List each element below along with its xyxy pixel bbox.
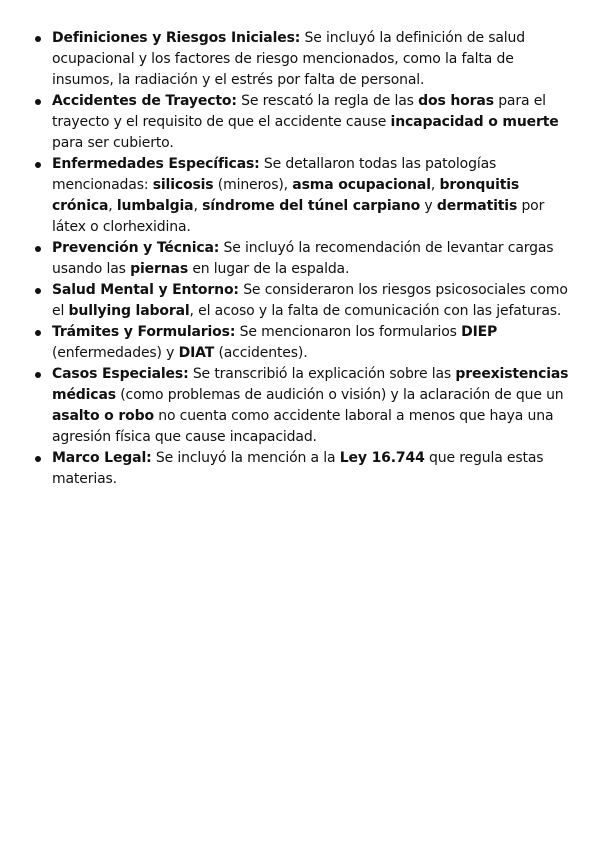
body-text: Se incluyó la definición de salud ocupacional y los factores de riesgo mencionados, como la falta de insumos, la radiación y el estrés por falta de personal. — [52, 30, 525, 88]
bold-text: asalto o robo — [52, 408, 154, 424]
bold-text: silicosis — [152, 177, 214, 193]
bold-text: Ley 16.744 — [339, 450, 425, 466]
body-text: en lugar de la espalda. — [188, 261, 350, 277]
bold-text: bronquitis crónica — [52, 177, 520, 214]
bold-text: DIAT — [178, 345, 215, 361]
bullet-dot-icon — [35, 288, 41, 294]
body-text: que regula estas materias. — [52, 450, 544, 487]
summary-bullet-list — [30, 28, 574, 490]
body-text: y — [420, 198, 437, 214]
bullet-dot-icon — [35, 246, 41, 252]
body-text: Se incluyó la mención a la — [151, 450, 340, 466]
bullet-item — [30, 28, 574, 91]
bold-text: incapacidad o muerte — [390, 114, 559, 130]
body-text: para el trayecto y el requisito de que el accidente cause — [52, 93, 546, 130]
body-text: (mineros), — [213, 177, 293, 193]
bullet-item — [30, 280, 574, 322]
body-text: Se consideraron los riesgos psicosociales como el — [52, 282, 568, 319]
bold-text: Marco Legal: — [52, 450, 152, 466]
body-text: , — [430, 177, 440, 193]
bold-text: Accidentes de Trayecto: — [52, 93, 237, 109]
bullet-dot-icon — [35, 456, 41, 462]
body-text: , — [193, 198, 203, 214]
bullet-item — [30, 238, 574, 280]
body-text: (como problemas de audición o visión) y la aclaración de que un — [115, 387, 564, 403]
bullet-item — [30, 154, 574, 238]
bullet-dot-icon — [35, 162, 41, 168]
bold-text: piernas — [130, 261, 189, 277]
body-text: Se transcribió la explicación sobre las — [188, 366, 456, 382]
bullet-item — [30, 322, 574, 364]
bullet-dot-icon — [35, 36, 41, 42]
body-text: , — [108, 198, 117, 214]
body-text: Se detallaron todas las patologías mencionadas: — [52, 156, 497, 193]
bold-text: dos horas — [418, 93, 494, 109]
bold-text: lumbalgia — [116, 198, 194, 214]
body-text: Se incluyó la recomendación de levantar cargas usando las — [52, 240, 554, 277]
bold-text: DIEP — [461, 324, 498, 340]
bold-text: Enfermedades Específicas: — [52, 156, 260, 172]
bullet-dot-icon — [35, 99, 41, 105]
bullet-dot-icon — [35, 330, 41, 336]
bullet-item — [30, 91, 574, 154]
bold-text: Casos Especiales: — [52, 366, 189, 382]
body-text: (enfermedades) y — [52, 345, 179, 361]
body-text: (accidentes). — [214, 345, 308, 361]
body-text: para ser cubierto. — [52, 135, 174, 151]
body-text: , el acoso y la falta de comunicación con las jefaturas. — [189, 303, 562, 319]
body-text: por látex o clorhexidina. — [52, 198, 545, 235]
bold-text: dermatitis — [436, 198, 518, 214]
bold-text: Prevención y Técnica: — [52, 240, 220, 256]
bold-text: Definiciones y Riesgos Iniciales: — [52, 30, 301, 46]
bold-text: preexistencias médicas — [52, 366, 569, 403]
bullet-item — [30, 364, 574, 448]
bold-text: síndrome del túnel carpiano — [202, 198, 421, 214]
bold-text: bullying laboral — [68, 303, 190, 319]
bold-text: asma ocupacional — [292, 177, 431, 193]
bullet-item — [30, 448, 574, 490]
bold-text: Salud Mental y Entorno: — [52, 282, 239, 298]
body-text: Se rescató la regla de las — [236, 93, 419, 109]
body-text: Se mencionaron los formularios — [235, 324, 462, 340]
bullet-dot-icon — [35, 372, 41, 378]
body-text: no cuenta como accidente laboral a menos que haya una agresión física que cause incapacidad. — [52, 408, 554, 445]
bold-text: Trámites y Formularios: — [52, 324, 236, 340]
